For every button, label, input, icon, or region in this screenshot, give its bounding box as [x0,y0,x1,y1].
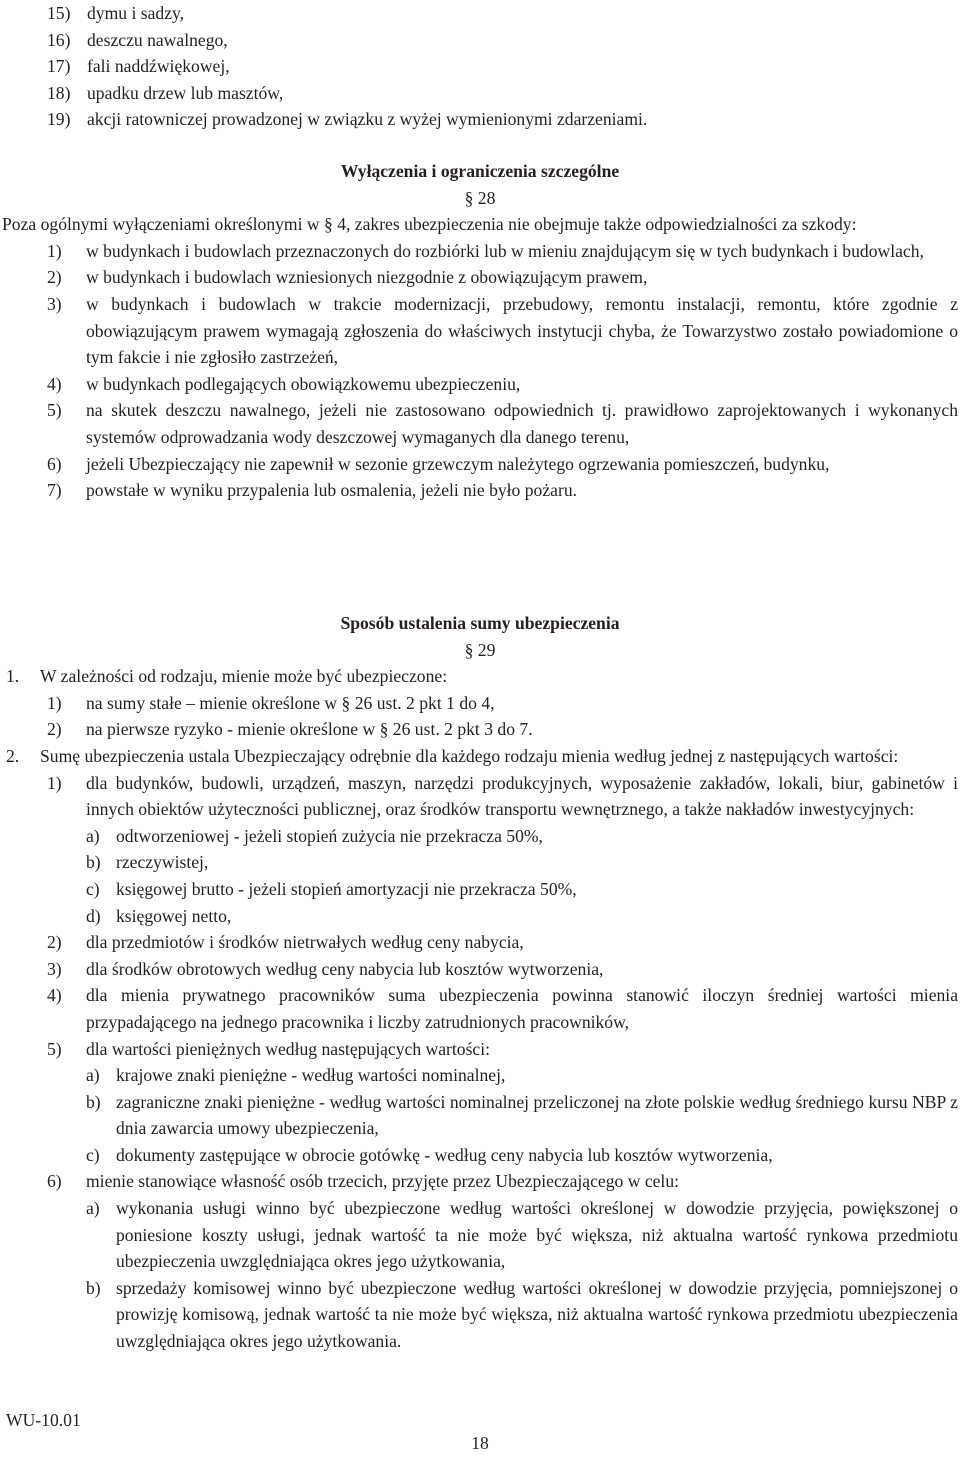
list-item: 4) dla mienia prywatnego pracowników suma ubezpieczenia powinna stanowić iloczyn średniej wartości mienia przypadającego na jednego pracownika i liczby zatrudnionych pracowników, [47,985,958,1032]
section-heading: Wyłączenia i ograniczenia szczególne [340,161,620,181]
list-item: 3) dla środków obrotowych według ceny nabycia lub kosztów wytworzenia, [47,958,604,979]
sub-list-item: c) księgowej brutto - jeżeli stopień amortyzacji nie przekracza 50%, [86,878,577,899]
list-item: 19) akcji ratowniczej prowadzonej w związku z wyżej wymienionymi zdarzeniami. [47,109,648,130]
list-item: 5) dla wartości pieniężnych według następujących wartości: [47,1038,491,1059]
list-item: 2) w budynkach i budowlach wzniesionych niezgodnie z obowiązującym prawem, [47,267,648,288]
sub-list-item: a) wykonania usługi winno być ubezpieczone według wartości określonej w dowodzie przyjęcia, powiększonej o poniesione koszty usługi, jednak wartość ta nie może być większa, niż aktualna wartość rynkowa przedmiotu ubezpieczenia uwzględniająca okres jego użytkowania, [86,1198,958,1272]
list-item: 1) w budynkach i budowlach przeznaczonych do rozbiórki lub w mieniu znajdującym się w tych budynkach i budowlach, [47,240,924,261]
document-code: WU-10.01 [6,1410,81,1430]
list-item: 3) w budynkach i budowlach w trakcie modernizacji, przebudowy, remontu instalacji, remontu, które zgodnie z obowiązującym prawem wymagają zgłoszenia do właściwych instytucji chyba, że Towarzystwo zostało powiadomione o tym fakcie i nie zgłosiło zastrzeżeń, [47,293,958,368]
list-item: 1) dla budynków, budowli, urządzeń, maszyn, narzędzi produkcyjnych, wyposażenie zakładów, lokali, biur, gabinetów i innych obiektów użyteczności publicznej, oraz środków transportu wewnętrznego, a także nakładów inwestycyjnych: [47,772,958,820]
top-list [0,0,960,133]
sub-list-item: b) sprzedaży komisowej winno być ubezpieczone według wartości określonej w dowodzie przyjęcia, pomniejszonej o prowizję komisową, jednak wartość ta nie może być większa, niż aktualna wartość rynkowa przedmiotu ubezpieczenia uwzględniająca okres jego użytkowania. [86,1277,958,1352]
list-item: 18) upadku drzew lub masztów, [47,82,284,103]
list-item: 1) na sumy stałe – mienie określone w § 26 ust. 2 pkt 1 do 4, [47,692,495,713]
paragraph-sign: § 28 [464,187,496,208]
intro-text: Poza ogólnymi wyłączeniami określonymi w § 4, zakres ubezpieczenia nie obejmuje także odpowiedzialności za szkody: [2,214,857,235]
list-item: 4) w budynkach podlegających obowiązkowemu ubezpieczeniu, [47,373,521,394]
sub-list-item: a) odtworzeniowej - jeżeli stopień zużycia nie przekracza 50%, [86,825,543,846]
numbered-paragraph: 2. Sumę ubezpieczenia ustala Ubezpieczający odrębnie dla każdego rodzaju mienia według jednej z następujących wartości: [6,745,899,766]
section-heading: Sposób ustalenia sumy ubezpieczenia [340,613,620,633]
list-item: 2) dla przedmiotów i środków nietrwałych według ceny nabycia, [47,932,524,953]
list-item: 6) mienie stanowiące własność osób trzecich, przyjęte przez Ubezpieczającego w celu: [47,1171,680,1192]
list-item: 6) jeżeli Ubezpieczający nie zapewnił w sezonie grzewczym należytego ogrzewania pomieszczeń, budynku, [47,453,830,474]
list-item: 15) dymu i sadzy, [47,3,185,23]
sub-list-item: b) zagraniczne znaki pieniężne - według wartości nominalnej przeliczonej na złote polskie według średniego kursu NBP z dnia zawarcia umowy ubezpieczenia, [86,1091,958,1139]
page-number: 18 [471,1433,489,1453]
paragraph-sign: § 29 [464,639,496,660]
section-sum-insured [0,610,960,1355]
sub-list-item: a) krajowe znaki pieniężne - według wartości nominalnej, [86,1065,506,1086]
list-item: 5) na skutek deszczu nawalnego, jeżeli nie zastosowano odpowiednich tj. prawidłowo zaprojektowanych i wykonanych systemów odprowadzania wody deszczowej wymaganych dla danego terenu, [47,400,958,447]
numbered-paragraph: 1. W zależności od rodzaju, mienie może być ubezpieczone: [6,666,448,687]
sub-list-item: b) rzeczywistej, [86,852,209,873]
list-item: 2) na pierwsze ryzyko - mienie określone w § 26 ust. 2 pkt 3 do 7. [47,719,533,740]
section-exclusions [0,158,960,504]
sub-list-item: c) dokumenty zastępujące w obrocie gotówkę - według ceny nabycia lub kosztów wytworzenia, [86,1144,773,1165]
sub-list-item: d) księgowej netto, [86,905,232,926]
list-item: 17) fali naddźwiękowej, [47,56,230,77]
list-item: 16) deszczu nawalnego, [47,29,228,50]
list-item: 7) powstałe w wyniku przypalenia lub osmalenia, jeżeli nie było pożaru. [47,480,578,501]
